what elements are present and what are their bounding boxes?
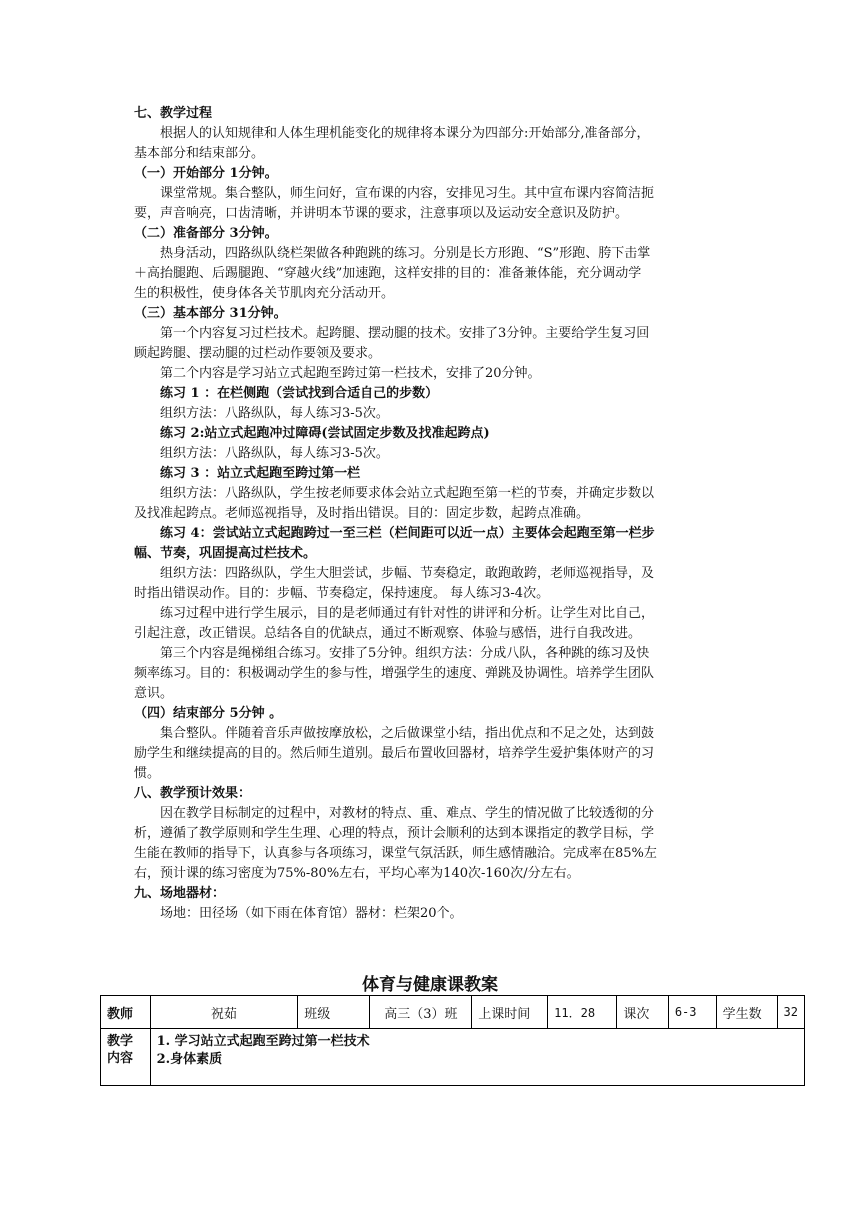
teaching-content-label [101, 1029, 151, 1086]
part-4-paragraph: 励学生和继续提高的目的。然后师生道别。最后布置收回器材，培养学生爱护集体财产的习 [134, 746, 655, 761]
part-2-paragraph: 生的积极性，使身体各关节肌肉充分活动开。 [134, 286, 395, 301]
exercise-2-title: 练习 2:站立式起跑冲过障碍(尝试固定步数及找准起跨点) [160, 426, 490, 441]
part-3-heading: （三）基本部分 31分钟。 [134, 306, 287, 321]
lesson-plan-title: 体育与健康课教案 [362, 975, 498, 995]
label-line: 内容 [107, 1051, 134, 1066]
section-7-heading: 七、教学过程 [134, 106, 213, 121]
lesson-number-value: 6-3 [668, 996, 716, 1029]
content-1-paragraph: 顾起跨腿、摆动腿的过栏动作要领及要求。 [134, 346, 382, 361]
exercise-2-method: 组织方法：八路纵队，每人练习3-5次。 [160, 446, 389, 461]
label-line: 教学 [107, 1034, 134, 1049]
teacher-label: 教师 [101, 996, 151, 1029]
content-item: 1. 学习站立式起跑至跨过第一栏技术 [156, 1034, 370, 1049]
part-4-paragraph: 惯。 [134, 766, 161, 781]
section-8-paragraph: 析，遵循了教学原则和学生生理、心理的特点，预计会顺利的达到本课指定的教学目标，学 [134, 826, 655, 841]
part-2-paragraph: ＋高抬腿跑、后踢腿跑、“穿越火线”加速跑，这样安排的目的：准备兼体能，充分调动学 [134, 266, 642, 281]
lesson-plan-table [100, 995, 805, 1086]
exercise-4-title: 练习 4：尝试站立式起跑跨过一至三栏（栏间距可以近一点）主要体会起跑至第一栏步 [160, 526, 655, 541]
exercise-3-method: 及找准起跨点。老师巡视指导，及时指出错误。目的：固定步数，起跨点准确。 [134, 506, 590, 521]
part-1-paragraph: 要，声音响亮，口齿清晰，并讲明本节课的要求，注意事项以及运动安全意识及防护。 [134, 206, 629, 221]
content-3-paragraph: 意识。 [134, 686, 174, 701]
section-9-paragraph: 场地：田径场（如下雨在体育馆）器材：栏架20个。 [160, 906, 463, 921]
section-7-intro: 根据人的认知规律和人体生理机能变化的规律将本课分为四部分:开始部分,准备部分， [160, 126, 650, 141]
section-8-paragraph: 右，预计课的练习密度为75%-80%左右，平均心率为140次-160次/分左右。 [134, 866, 580, 881]
content-2-paragraph: 第二个内容是学习站立式起跑至跨过第一栏技术，安排了20分钟。 [160, 366, 541, 381]
part-1-paragraph: 课堂常规。集合整队，师生问好，宣布课的内容，安排见习生。其中宣布课内容简洁扼 [160, 186, 655, 201]
exercise-3-title: 练习 3 ：站立式起跑至跨过第一栏 [160, 466, 361, 481]
lesson-time-label: 上课时间 [472, 996, 548, 1029]
exercise-1-method: 组织方法：八路纵队，每人练习3-5次。 [160, 406, 389, 421]
student-count-value: 32 [777, 996, 804, 1029]
exercise-4-method: 时指出错误动作。目的：步幅、节奏稳定，保持速度。 每人练习3-4次。 [134, 586, 550, 601]
section-8-paragraph: 因在教学目标制定的过程中，对教材的特点、重、难点、学生的情况做了比较透彻的分 [160, 806, 655, 821]
exercise-4-title: 幅、节奏，巩固提高过栏技术。 [134, 546, 317, 561]
lesson-number-label: 课次 [617, 996, 668, 1029]
table-row [101, 1029, 805, 1086]
teaching-content-value [150, 1029, 804, 1086]
class-value: 高三（3）班 [370, 996, 472, 1029]
section-7-intro: 基本部分和结束部分。 [134, 146, 265, 161]
section-9-heading: 九、场地器材： [134, 886, 226, 901]
teacher-value: 祝茹 [150, 996, 298, 1029]
student-count-label: 学生数 [716, 996, 777, 1029]
exercise-4-method: 组织方法：四路纵队，学生大胆尝试，步幅、节奏稳定，敢跑敢跨，老师巡视指导，及 [160, 566, 655, 581]
exercise-1-title: 练习 1 ：在栏侧跑（尝试找到合适自己的步数） [160, 386, 439, 401]
section-8-paragraph: 生能在教师的指导下，认真参与各项练习，课堂气氛活跃，师生感情融洽。完成率在85%左 [134, 846, 657, 861]
part-1-heading: （一）开始部分 1分钟。 [134, 166, 278, 181]
content-3-paragraph: 频率练习。目的：积极调动学生的参与性，增强学生的速度、弹跳及协调性。培养学生团队 [134, 666, 655, 681]
part-4-paragraph: 集合整队。伴随着音乐声做按摩放松，之后做课堂小结，指出优点和不足之处，达到鼓 [160, 726, 655, 741]
demo-paragraph: 引起注意，改正错误。总结各自的优缺点，通过不断观察、体验与感悟，进行自我改进。 [134, 626, 642, 641]
class-label: 班级 [298, 996, 370, 1029]
part-4-heading: （四）结束部分 5分钟 。 [134, 706, 283, 721]
table-row [101, 996, 805, 1029]
lesson-time-value: 11．28 [548, 996, 617, 1029]
part-2-heading: （二）准备部分 3分钟。 [134, 226, 278, 241]
demo-paragraph: 练习过程中进行学生展示，目的是老师通过有针对性的讲评和分析。让学生对比自己， [160, 606, 655, 621]
exercise-3-method: 组织方法：八路纵队，学生按老师要求体会站立式起跑至第一栏的节奏，并确定步数以 [160, 486, 655, 501]
section-8-heading: 八、教学预计效果： [134, 786, 252, 801]
part-2-paragraph: 热身活动，四路纵队绕栏架做各种跑跳的练习。分别是长方形跑、“S”形跑、胯下击掌 [160, 246, 651, 261]
content-3-paragraph: 第三个内容是绳梯组合练习。安排了5分钟。组织方法：分成八队，各种跳的练习及快 [160, 646, 650, 661]
content-1-paragraph: 第一个内容复习过栏技术。起跨腿、摆动腿的技术。安排了3分钟。主要给学生复习回 [160, 326, 650, 341]
content-item: 2.身体素质 [156, 1052, 223, 1067]
